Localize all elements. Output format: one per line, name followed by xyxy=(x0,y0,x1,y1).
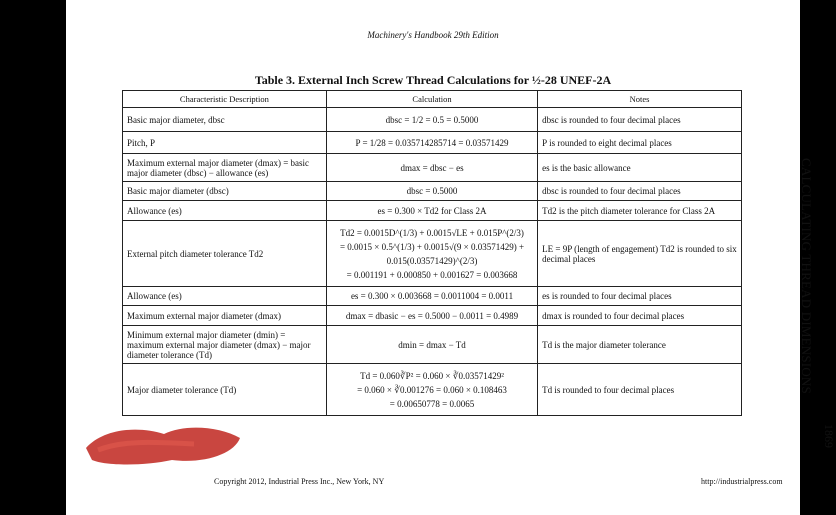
row-calculation xyxy=(326,306,537,326)
calculation-line: = 0.00650778 = 0.0065 xyxy=(389,398,475,409)
row-calculation xyxy=(326,201,537,221)
calculation-line: es = 0.300 × Td2 for Class 2A xyxy=(377,205,487,216)
row-calculation xyxy=(326,326,537,364)
calculation-line: Td = 0.060∛P² = 0.060 × ∛0.03571429² xyxy=(360,370,504,381)
table-row xyxy=(123,201,742,221)
column-header-description: Characteristic Description xyxy=(123,91,327,108)
row-calculation xyxy=(326,364,537,416)
row-calculation xyxy=(326,154,537,182)
row-note: LE = 9P (length of engagement) Td2 is rounded to six decimal places xyxy=(538,221,742,287)
table-row xyxy=(123,108,742,132)
table-row xyxy=(123,306,742,326)
row-description: Maximum external major diameter (dmax) xyxy=(123,306,327,326)
calculation-line: P = 1/28 = 0.035714285714 = 0.03571429 xyxy=(355,137,509,148)
table-row xyxy=(123,364,742,416)
calculation-line: es = 0.300 × 0.003668 = 0.0011004 = 0.0011 xyxy=(350,291,514,301)
calculation-line: = 0.001191 + 0.000850 + 0.001627 = 0.003668 xyxy=(346,269,518,280)
row-note: Td is the major diameter tolerance xyxy=(538,326,742,364)
copyright-notice: Copyright 2012, Industrial Press Inc., New York, NY xyxy=(214,477,385,486)
calculation-line: dmax = dbsc − es xyxy=(400,162,464,173)
calculation-line: = 0.060 × ∛0.001276 = 0.060 × 0.108463 xyxy=(357,384,507,395)
running-title: Machinery's Handbook 29th Edition xyxy=(367,30,499,40)
calculation-line: dmin = dmax − Td xyxy=(398,339,466,350)
row-calculation xyxy=(326,182,537,201)
table-row xyxy=(123,154,742,182)
row-note: P is rounded to eight decimal places xyxy=(538,132,742,154)
table-body xyxy=(123,108,742,416)
red-marker-smudge xyxy=(84,420,244,468)
calculation-line: = 0.0015 × 0.5^(1/3) + 0.0015√(9 × 0.03571429) + 0.015(0.03571429)^(2/3) xyxy=(339,241,525,266)
row-description: Allowance (es) xyxy=(123,287,327,306)
page-number: 1869 xyxy=(822,424,836,448)
column-header-notes: Notes xyxy=(538,91,742,108)
row-description: Allowance (es) xyxy=(123,201,327,221)
row-calculation xyxy=(326,221,537,287)
calculation-line: dmax = dbasic − es = 0.5000 − 0.0011 = 0.4989 xyxy=(345,310,519,321)
row-note: dmax is rounded to four decimal places xyxy=(538,306,742,326)
row-calculation xyxy=(326,108,537,132)
row-description: Pitch, P xyxy=(123,132,327,154)
table-row xyxy=(123,132,742,154)
row-description: Minimum external major diameter (dmin) = maximum external major diameter (dmax) − major diameter tolerance (Td) xyxy=(123,326,327,364)
row-calculation xyxy=(326,287,537,306)
thread-calculation-table xyxy=(122,90,742,416)
row-calculation xyxy=(326,132,537,154)
row-note: es is the basic allowance xyxy=(538,154,742,182)
publisher-url[interactable]: http://industrialpress.com xyxy=(701,477,783,486)
table-row xyxy=(123,221,742,287)
row-note: Td2 is the pitch diameter tolerance for Class 2A xyxy=(538,201,742,221)
row-description: Basic major diameter, dbsc xyxy=(123,108,327,132)
table-row xyxy=(123,182,742,201)
row-description: Major diameter tolerance (Td) xyxy=(123,364,327,416)
row-note: dbsc is rounded to four decimal places xyxy=(538,182,742,201)
row-description: External pitch diameter tolerance Td2 xyxy=(123,221,327,287)
row-note: Td is rounded to four decimal places xyxy=(538,364,742,416)
column-header-calculation: Calculation xyxy=(326,91,537,108)
side-heading: CALCULATING THREAD DIMENSIONS xyxy=(799,158,814,394)
table-row xyxy=(123,326,742,364)
row-description: Basic major diameter (dbsc) xyxy=(123,182,327,201)
table-title: Table 3. External Inch Screw Thread Calculations for ½-28 UNEF-2A xyxy=(254,73,612,87)
row-note: es is rounded to four decimal places xyxy=(538,287,742,306)
calculation-line: Td2 = 0.0015D^(1/3) + 0.0015√LE + 0.015P^(2/3) xyxy=(340,227,524,238)
row-note: dbsc is rounded to four decimal places xyxy=(538,108,742,132)
table-header-row xyxy=(123,91,742,108)
calculation-line: dbsc = 1/2 = 0.5 = 0.5000 xyxy=(385,114,479,125)
row-description: Maximum external major diameter (dmax) = basic major diameter (dbsc) − allowance (es) xyxy=(123,154,327,182)
calculation-line: dbsc = 0.5000 xyxy=(406,186,458,196)
table-row xyxy=(123,287,742,306)
